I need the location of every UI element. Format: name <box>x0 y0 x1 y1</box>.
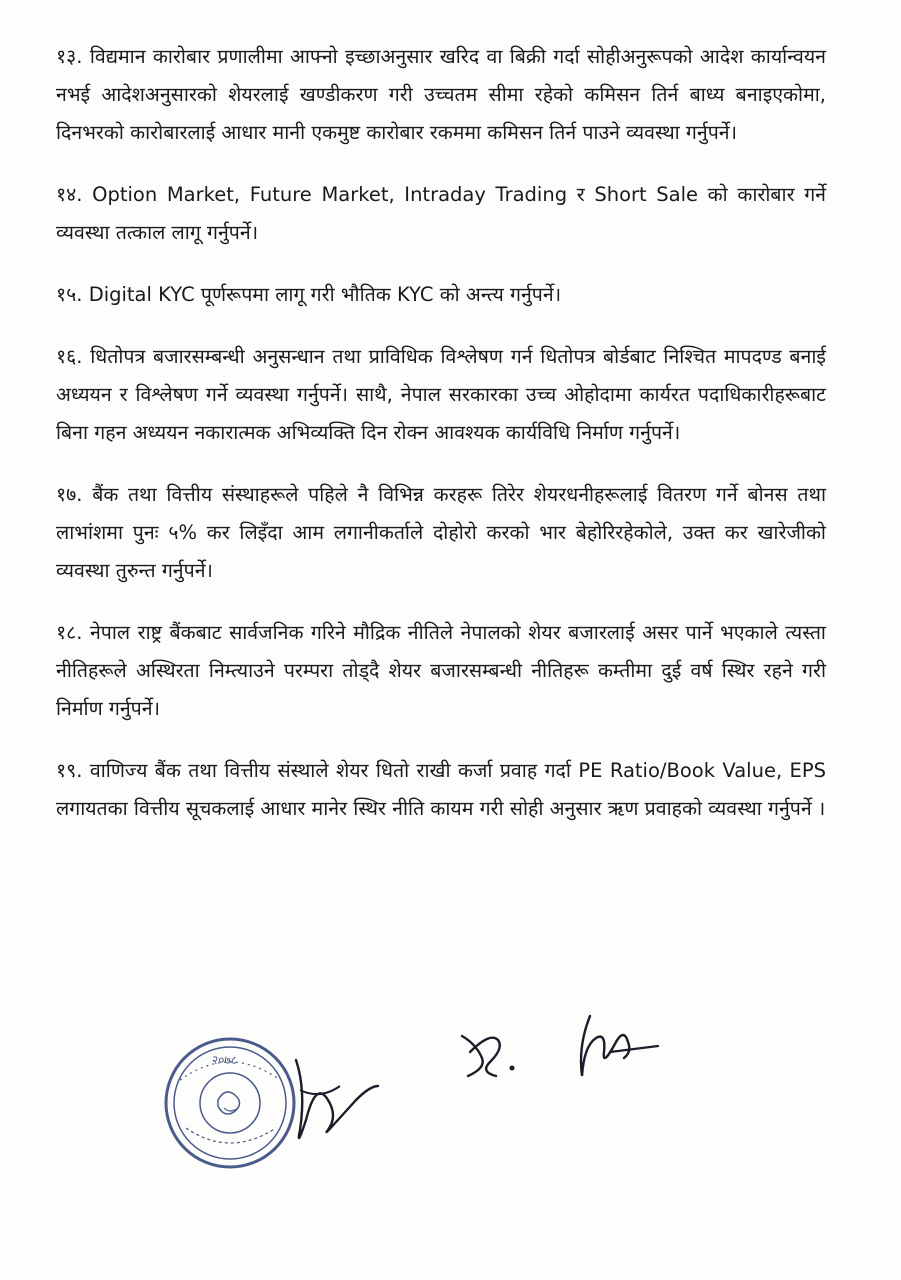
paragraph-number: १८. <box>56 621 83 644</box>
paragraph-text: धितोपत्र बजारसम्बन्धी अनुसन्धान तथा प्राविधिक विश्लेषण गर्न धितोपत्र बोर्डबाट निश्चित मापदण्ड बनाई अध्ययन र विश्लेषण गर्ने व्यवस्था गर्नुपर्ने। साथै, नेपाल सरकारका उच्च ओहोदामा कार्यरत पदाधिकारीहरूबाट बिना गहन अध्ययन नकारात्मक अभिव्यक्ति दिन रोक्न आवश्यक कार्यविधि निर्माण गर्नुपर्ने। <box>56 345 826 444</box>
paragraph-text: नेपाल राष्ट्र बैंकबाट सार्वजनिक गरिने मौद्रिक नीतिले नेपालको शेयर बजारलाई असर पार्ने भएकाले त्यस्ता नीतिहरूले अस्थिरता निम्त्याउने परम्परा तोड्दै शेयर बजारसम्बन्धी नीतिहरू कम्तीमा दुई वर्ष स्थिर रहने गरी निर्माण गर्नुपर्ने। <box>56 621 826 720</box>
paragraph-18 <box>56 614 826 728</box>
paragraph-16 <box>56 338 826 452</box>
paragraph-number: १५. <box>56 283 83 306</box>
signature-3 <box>581 1016 658 1076</box>
paragraph-text: Option Market, Future Market, Intraday Trading र Short Sale को कारोबार गर्ने व्यवस्था तत्काल लागू गर्नुपर्ने। <box>56 183 826 244</box>
paragraph-number: १९. <box>56 759 83 782</box>
paragraph-number: १७. <box>56 483 83 506</box>
paragraph-text: Digital KYC पूर्णरूपमा लागू गरी भौतिक KYC को अन्त्य गर्नुपर्ने। <box>88 283 562 306</box>
paragraph-text: वाणिज्य बैंक तथा वित्तीय संस्थाले शेयर धितो राखी कर्जा प्रवाह गर्दा PE Ratio/Book Value, EPS लगायतका वित्तीय सूचकलाई आधार मानेर स्थिर नीति कायम गरी सोही अनुसार ऋण प्रवाहको व्यवस्था गर्नुपर्ने । <box>56 759 827 820</box>
paragraph-number: १६. <box>56 345 83 368</box>
paragraph-13 <box>56 38 826 152</box>
paragraph-number: १४. <box>56 183 83 206</box>
paragraph-number: १३. <box>56 45 83 68</box>
signature-1 <box>296 1060 378 1138</box>
paragraph-14 <box>56 176 826 252</box>
paragraph-15 <box>56 276 826 314</box>
paragraph-19 <box>56 752 826 828</box>
paragraph-text: बैंक तथा वित्तीय संस्थाहरूले पहिले नै विभिन्न करहरू तिरेर शेयरधनीहरूलाई वितरण गर्ने बोनस तथा लाभांशमा पुनः ५% कर लिइँदा आम लगानीकर्ताले दोहोरो करको भार बेहोरिरहेकोले, उक्त कर खारेजीको व्यवस्था तुरुन्त गर्नुपर्ने। <box>56 483 826 582</box>
paragraph-17 <box>56 476 826 590</box>
signature-2 <box>462 1036 515 1076</box>
seal-year: २०७८ <box>212 1053 237 1067</box>
document-body <box>56 38 826 852</box>
paragraph-text: विद्यमान कारोबार प्रणालीमा आफ्नो इच्छाअनुसार खरिद वा बिक्री गर्दा सोहीअनुरूपको आदेश कार्यान्वयन नभई आदेशअनुसारको शेयरलाई खण्डीकरण गरी उच्चतम सीमा रहेको कमिसन तिर्न बाध्य बनाइएकोमा, दिनभरको कारोबारलाई आधार मानी एकमुष्ट कारोबार रकममा कमिसन तिर्न पाउने व्यवस्था गर्नुपर्ने। <box>56 45 826 144</box>
official-seal <box>166 1039 294 1167</box>
